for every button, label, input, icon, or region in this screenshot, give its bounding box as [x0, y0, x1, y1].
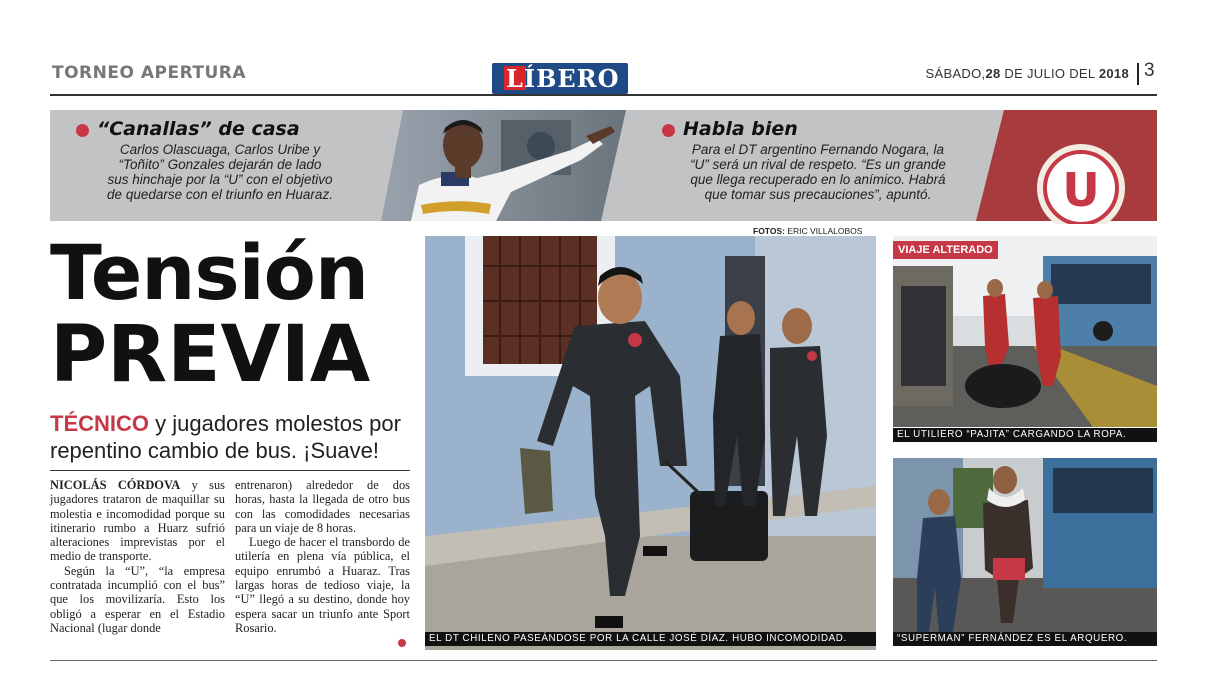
banner-right-title: Habla bien [683, 118, 798, 140]
banner-right-line: Para el DT argentino Fernando Nogara, la [691, 142, 945, 157]
end-mark-icon [398, 639, 406, 647]
goalkeeper-photo-art [893, 458, 1157, 632]
body-column-1 [50, 478, 225, 635]
bus-photo [893, 236, 1157, 427]
date-year: 2018 [1098, 66, 1129, 81]
crest-art [1033, 140, 1129, 224]
headline-line-1: Tensión [50, 228, 369, 317]
top-right-caption: EL UTILIERO “PAJITA” CARGANDO LA ROPA. [893, 428, 1157, 442]
issue-date [926, 66, 1129, 81]
goalkeeper-photo [893, 458, 1157, 632]
date-day: 28 [985, 66, 1001, 81]
banner-right-line: “U” será un rival de respeto. “Es un grande [690, 157, 946, 172]
player-photo [381, 110, 626, 221]
photo-credit [753, 226, 862, 236]
bottom-right-caption: “SUPERMAN” FERNÁNDEZ ES EL ARQUERO. [893, 632, 1157, 646]
bullet-icon [76, 124, 89, 137]
col1-para-1: y sus jugadores trataron de maquillar su molestia e incomodidad porque su itinerario rumbo a Huarz sufrió alteraciones imprevistas por el medio de transporte. [50, 478, 226, 564]
banner-right-text [660, 142, 976, 202]
banner-left-line: de quedarse con el triunfo en Huaraz. [107, 187, 333, 202]
photo-tag: VIAJE ALTERADO [893, 241, 998, 259]
header-rule [50, 94, 1157, 96]
universitario-crest-icon [1033, 140, 1129, 229]
footer-rule [50, 660, 1157, 661]
credit-label: FOTOS: [753, 226, 785, 236]
bullet-icon [662, 124, 675, 137]
banner-left-line: Carlos Olascuaga, Carlos Uribe y [119, 142, 321, 157]
deck-rule [50, 470, 410, 471]
banner-left-text [60, 142, 380, 202]
crest-letter: U [1062, 163, 1100, 217]
article-deck [50, 410, 420, 464]
main-photo-art [425, 236, 876, 650]
main-photo [425, 236, 876, 650]
deck-text: y jugadores molestos por repentino cambio de bus. ¡Suave! [50, 411, 401, 463]
date-prefix: SÁBADO, [925, 66, 986, 81]
main-photo-caption: EL DT CHILENO PASEÁNDOSE POR LA CALLE JOSÉ DÍAZ. HUBO INCOMODIDAD. [425, 632, 876, 646]
section-label: TORNEO APERTURA [52, 63, 247, 83]
body-column-2 [235, 478, 410, 635]
date-mid: DE JULIO DEL [1004, 66, 1095, 81]
banner-right-line: que tomar sus precauciones”, apuntó. [704, 187, 932, 202]
page-number: 3 [1144, 60, 1155, 81]
credit-name: ERIC VILLALOBOS [787, 226, 863, 236]
banner-left-title: “Canallas” de casa [97, 118, 300, 140]
headline-line-2: PREVIA [50, 310, 371, 400]
logo-text: LÍBERO [506, 64, 620, 93]
col2-para-1: entrenaron) alrededor de dos horas, hasta la llegada de otro bus con las comodidades necesarias para un viaje de 8 horas. [235, 478, 410, 535]
banner-left-line: “Toñito” Gonzales dejarán de lado [118, 157, 322, 172]
bus-photo-art [893, 236, 1157, 427]
libero-logo [492, 63, 628, 94]
banner-right-line: que llega recuperado en lo anímico. Habrá [690, 172, 946, 187]
byline: NICOLÁS CÓRDOVA [50, 478, 181, 492]
page-divider [1137, 63, 1139, 85]
player-photo-art [381, 110, 626, 221]
deck-keyword: TÉCNICO [50, 411, 149, 436]
banner-left-line: sus hinchaje por la “U” con el objetivo [107, 172, 333, 187]
col2-para-2: Luego de hacer el transbordo de utilería en plena vía pública, el equipo enrumbó a Huaraz. Tras largas horas de tedioso viaje, la “U” llegó a su destino, donde hoy espera sacar un triunfo ante Sport Rosario. [235, 535, 410, 635]
col1-para-2: Según la “U”, “la empresa contratada incumplió con el bus” que los movilizaría. Esto los obligó a esperar en el Estadio Nacional (lugar donde [50, 563, 225, 635]
